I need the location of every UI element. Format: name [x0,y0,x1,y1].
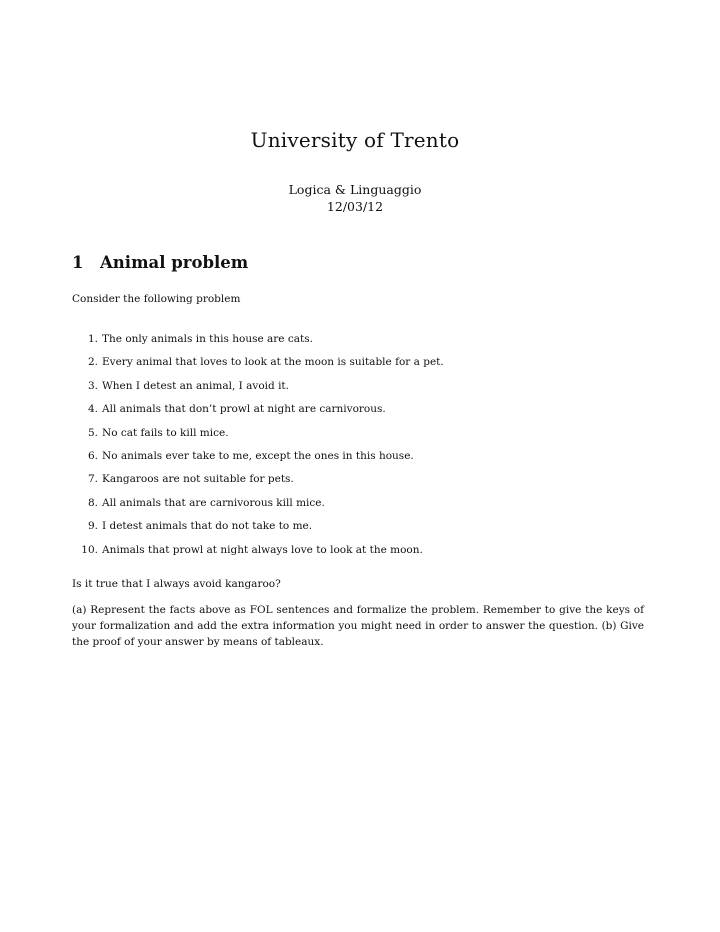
section-heading [72,253,248,272]
document-date: 12/03/12 [326,199,384,214]
item-text: Animals that prowl at night always love to look at the moon. [102,543,423,556]
item-number: 7. [87,473,98,486]
question-text: Is it true that I always avoid kangaroo? [72,578,281,590]
item-number: 2. [87,356,98,369]
item-number: 6. [87,449,98,462]
section-number: 1 [72,253,84,272]
list-item [72,353,652,376]
item-number: 3. [87,379,98,392]
item-text: When I detest an animal, I avoid it. [102,379,289,392]
item-number: 9. [87,520,98,533]
list-item [72,541,652,564]
list-item [72,447,652,470]
task-paragraph: (a) Represent the facts above as FOL sentences and formalize the problem. Remember to give the keys of your formalization and add the extra information you might need in order to answer the question. (b) Give the proof of your answer by means of tableaux. [72,604,644,648]
section-title: Animal problem [100,253,249,272]
list-item [72,470,652,493]
list-item [72,424,652,447]
item-number: 1. [87,333,98,345]
item-number: 4. [87,403,98,416]
document-title: University of Trento [250,128,460,152]
item-text: All animals that don’t prowl at night are carnivorous. [102,403,386,416]
course-name: Logica & Linguaggio [288,182,422,197]
item-text: I detest animals that do not take to me. [102,520,313,533]
problem-list [72,330,652,564]
intro-text: Consider the following problem [72,293,241,305]
list-item [72,517,652,540]
item-text: The only animals in this house are cats. [102,333,313,345]
list-item [72,494,652,517]
document-subtitle [0,181,710,215]
item-text: No animals ever take to me, except the ones in this house. [102,449,414,462]
item-number: 8. [87,496,98,509]
item-number: 5. [87,426,98,439]
item-text: Kangaroos are not suitable for pets. [102,473,294,486]
list-item [72,377,652,400]
list-item [72,330,652,353]
item-text: No cat fails to kill mice. [102,426,229,439]
list-item [72,400,652,423]
item-text: All animals that are carnivorous kill mice. [102,496,325,509]
item-number: 10. [81,543,98,556]
item-text: Every animal that loves to look at the moon is suitable for a pet. [102,356,444,369]
